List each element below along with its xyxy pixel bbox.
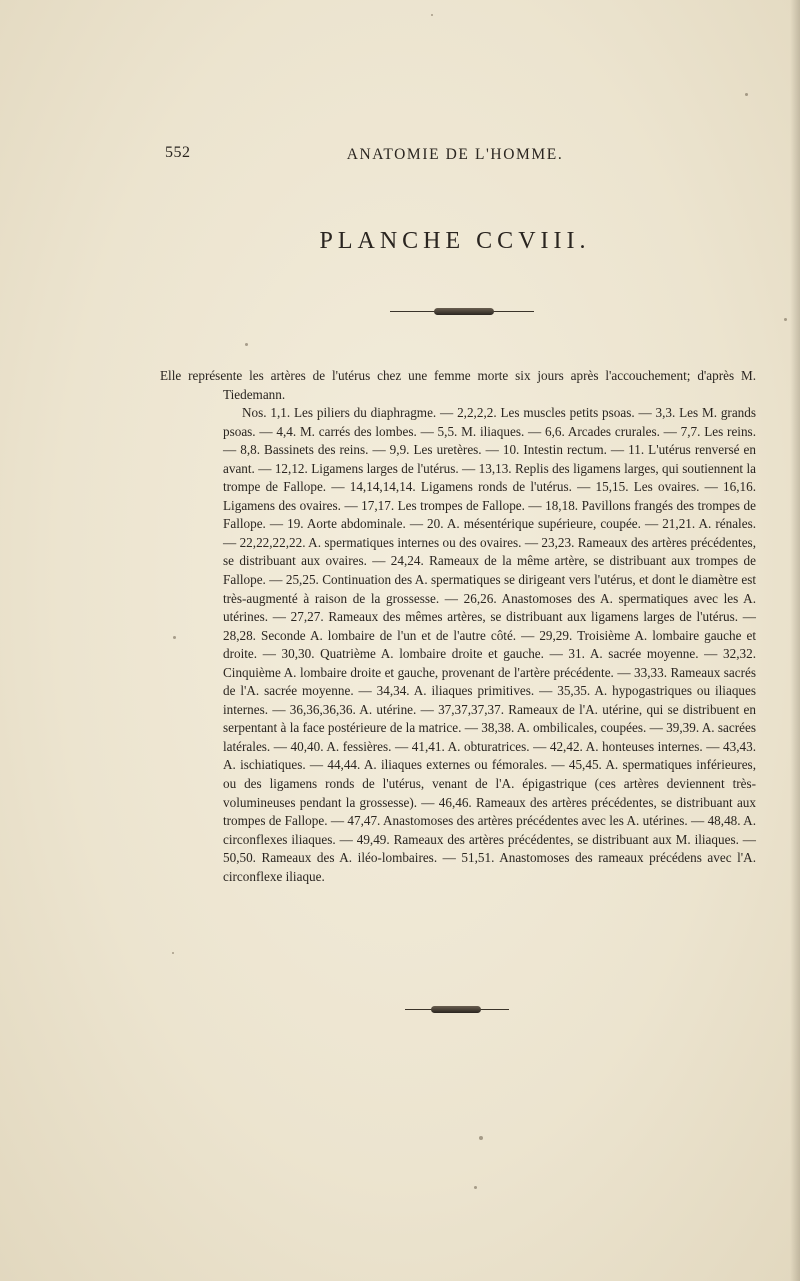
paper-speck — [245, 343, 248, 346]
intro-paragraph: Elle représente les artères de l'utérus chez une femme morte six jours après l'accouchement; d'après M. Tiedemann. — [160, 368, 756, 402]
paper-speck — [479, 1136, 483, 1140]
paper-speck — [431, 14, 433, 16]
paper-speck — [474, 1186, 477, 1189]
paper-speck — [784, 318, 787, 321]
ornament-divider-top — [390, 308, 534, 316]
ornament-divider-bottom — [405, 1006, 509, 1014]
plate-title: PLANCHE CCVIII. — [319, 228, 591, 254]
paper-speck — [173, 636, 176, 639]
running-head: ANATOMIE DE L'HOMME. — [346, 146, 564, 163]
paper-speck — [745, 93, 748, 96]
paper-speck — [172, 952, 174, 954]
plate-description — [160, 367, 756, 886]
page-edge-shadow — [790, 0, 800, 1281]
page-number: 552 — [165, 144, 191, 161]
legend-paragraph: Nos. 1,1. Les piliers du diaphragme. — 2,2,2,2. Les muscles petits psoas. — 3,3. Les M. grands psoas. — 4,4. M. carrés des lombes. — 5,5. M. iliaques. — 6,6. Arcades crurales. — 7,7. Les reins. — 8,8. Bassinets des reins. — 9,9. Les uretères. — 10. Intestin rectum. — 11. L'utérus renversé en avant. — 12,12. Ligamens larges de l'utérus. — 13,13. Replis des ligamens larges, qui soutiennent la trompe de Fallope. — 14,14,14,14. Ligamens ronds de l'utérus. — 15,15. Les ovaires. — 16,16. Ligamens des ovaires. — 17,17. Les trompes de Fallope. — 18,18. Pavillons frangés des trompes de Fallope. — 19. Aorte abdominale. — 20. A. mésentérique supérieure, coupée. — 21,21. A. rénales. — 22,22,22,22. A. spermatiques internes ou des ovaires. — 23,23. Rameaux des artères précédentes, se distribuant aux ovaires. — 24,24. Rameaux de la même artère, se distribuant aux trompes de Fallope. — 25,25. Continuation des A. spermatiques se dirigeant vers l'utérus, et dont le diamètre est très-augmenté à raison de la grossesse. — 26,26. Anastomoses des A. spermatiques avec les A. utérines. — 27,27. Rameaux des mêmes artères, se distribuant aux ligamens larges de l'utérus. — 28,28. Seconde A. lombaire de l'un et de l'autre côté. — 29,29. Troisième A. lombaire gauche et droite. — 30,30. Quatrième A. lombaire droite et gauche. — 31. A. sacrée moyenne. — 32,32. Cinquième A. lombaire droite et gauche, provenant de l'artère précédente. — 33,33. Rameaux sacrés de l'A. sacrée moyenne. — 34,34. A. iliaques primitives. — 35,35. A. hypogastriques ou iliaques internes. — 36,36,36,36. A. utérine. — 37,37,37,37. Rameaux de l'A. utérine, qui se distribuent en serpentant à la face postérieure de la matrice. — 38,38. A. ombilicales, coupées. — 39,39. A. sacrées latérales. — 40,40. A. fessières. — 41,41. A. obturatrices. — 42,42. A. honteuses internes. — 43,43. A. ischiatiques. — 44,44. A. iliaques externes ou fémorales. — 45,45. A. spermatiques inférieures, ou des ligamens ronds de l'utérus, venant de l'A. épigastrique (ces artères deviennent très-volumineuses pendant la grossesse). — 46,46. Rameaux des artères précédentes, se distribuant aux trompes de Fallope. — 47,47. Anastomoses des artères précédentes avec les A. utérines. — 48,48. A. circonflexes iliaques. — 49,49. Rameaux des artères précédentes, se distribuant aux M. iliaques. — 50,50. Rameaux des A. iléo-lombaires. — 51,51. Anastomoses des rameaux précédens avec l'A. circonflexe iliaque. — [223, 405, 756, 884]
